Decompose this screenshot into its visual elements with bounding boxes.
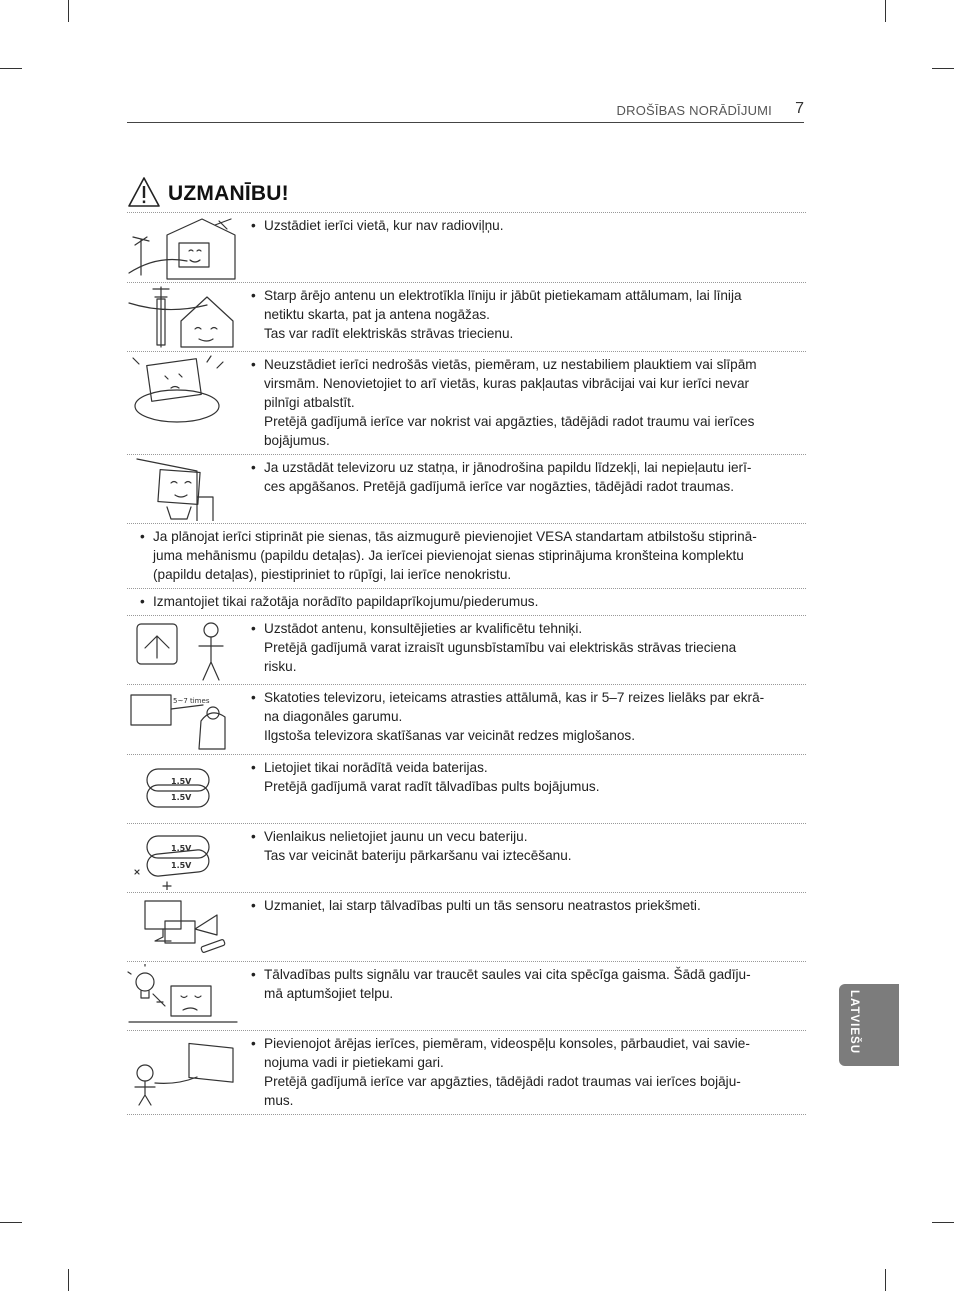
svg-text:5~7 times: 5~7 times: [173, 697, 210, 705]
caution-line: netiktu skarta, pat ja antena nogāžas.: [264, 307, 490, 322]
caution-text: [251, 455, 806, 500]
warning-triangle-icon: [127, 176, 161, 208]
caution-line: Vienlaikus nelietojiet jaunu un vecu bateriju.: [264, 829, 528, 844]
caution-item: [127, 352, 806, 455]
bullet: [251, 896, 256, 915]
bullet: [251, 965, 256, 984]
bullet: [251, 688, 256, 707]
tv-stand-wall-icon: [127, 457, 245, 526]
caution-text: [251, 1031, 806, 1114]
caution-text: [251, 283, 806, 347]
caution-line: bojājumus.: [264, 433, 330, 448]
crop-mark: [0, 1222, 22, 1223]
section-title: DROŠĪBAS NORĀDĪJUMI: [616, 103, 772, 118]
caution-line: Tas var veicināt bateriju pārkaršanu vai iztecēšanu.: [264, 848, 572, 863]
bullet: [251, 758, 256, 777]
caution-line: Skatoties televizoru, ieteicams atrasties attālumā, kas ir 5–7 reizes lielāks par ekrā-: [264, 690, 765, 705]
caution-item: [127, 283, 806, 352]
caution-item: [127, 589, 806, 616]
caution-item: [127, 455, 806, 524]
caution-list: [127, 212, 806, 1115]
bullet: [251, 827, 256, 846]
crop-mark: [885, 1269, 886, 1291]
bullet: [251, 216, 256, 235]
caution-text: [251, 352, 806, 454]
caution-heading: [127, 176, 806, 212]
caution-line: pilnīgi atbalstīt.: [264, 395, 355, 410]
bullet: [251, 458, 256, 477]
caution-line: ces apgāšanos. Pretējā gadījumā ierīce var nogāzties, tādējādi radot traumas.: [264, 479, 735, 494]
svg-text:1.5V: 1.5V: [171, 861, 192, 870]
old-new-batteries-icon: [127, 826, 245, 895]
page-title: UZMANĪBU!: [168, 182, 289, 205]
caution-line: mā aptumšojiet telpu.: [264, 986, 394, 1001]
light-interference-icon: [127, 964, 245, 1033]
caution-text: [251, 962, 806, 1007]
caution-line: Uzstādiet ierīci vietā, kur nav radioviļņu.: [264, 218, 504, 233]
caution-line: Ja plānojat ierīci stiprināt pie sienas, tās aizmugurē pievienojiet VESA standartam atbilstošu stiprinā-: [153, 529, 757, 544]
svg-text:1.5V: 1.5V: [171, 844, 192, 853]
caution-line: Pretējā gadījumā varat izraisīt ugunsbīstamību vai elektriskās strāvas trieciena: [264, 640, 737, 655]
caution-text: [140, 589, 806, 615]
antenna-powerline-icon: [127, 285, 245, 354]
crop-mark: [68, 1269, 69, 1291]
caution-line: Pretējā gadījumā varat radīt tālvadības pults bojājumus.: [264, 779, 600, 794]
svg-text:1.5V: 1.5V: [171, 793, 192, 802]
caution-line: Starp ārējo antenu un elektrotīkla līniju ir jābūt pietiekamam attālumam, lai līnija: [264, 288, 742, 303]
svg-text:1.5V: 1.5V: [171, 777, 192, 786]
caution-item: [127, 824, 806, 893]
page-header: [127, 100, 804, 123]
bullet: [251, 286, 256, 305]
caution-line: Ilgstoša televizora skatīšanas var veicināt redzes miglošanos.: [264, 728, 635, 743]
caution-line: Ja uzstādāt televizoru uz statņa, ir jānodrošina papildu līdzekļi, lai nepieļautu ierī-: [264, 460, 752, 475]
caution-text: [251, 685, 806, 749]
batteries-icon: [127, 757, 245, 826]
viewing-distance-icon: [127, 687, 245, 757]
crop-mark: [885, 0, 886, 22]
antenna-technician-icon: [127, 618, 245, 687]
caution-text: [140, 524, 806, 588]
language-label: LATVIEŠU: [848, 990, 860, 1055]
caution-item: [127, 524, 806, 589]
bullet: [140, 527, 145, 546]
caution-item: [127, 962, 806, 1031]
caution-line: Neuzstādiet ierīci nedrošās vietās, piemēram, uz nestabiliem plauktiem vai slīpām: [264, 357, 757, 372]
cable-length-icon: [127, 1033, 245, 1112]
radio-antenna-house-icon: [127, 215, 245, 285]
bullet: [251, 1034, 256, 1053]
caution-line: Uzstādot antenu, konsultējieties ar kvalificētu tehniķi.: [264, 621, 583, 636]
caution-line: juma mehānismu (papildu detaļas). Ja ierīcei pievienojat sienas stiprinājuma kronšteina komplektu: [153, 548, 744, 563]
remote-obstacle-icon: [127, 895, 245, 964]
language-tab: [839, 984, 899, 1066]
caution-text: [251, 616, 806, 680]
caution-line: na diagonāles garumu.: [264, 709, 403, 724]
crop-mark: [68, 0, 69, 22]
caution-item: [127, 685, 806, 755]
caution-line: Pievienojot ārējas ierīces, piemēram, videospēļu konsoles, pārbaudiet, vai savie-: [264, 1036, 750, 1051]
caution-line: Izmantojiet tikai ražotāja norādīto papildaprīkojumu/piederumus.: [153, 594, 539, 609]
caution-line: mus.: [264, 1093, 294, 1108]
caution-line: Uzmaniet, lai starp tālvadības pulti un tās sensoru neatrastos priekšmeti.: [264, 898, 701, 913]
page-number: 7: [795, 100, 804, 117]
caution-item: [127, 893, 806, 962]
crop-mark: [932, 68, 954, 69]
caution-line: Tālvadības pults signālu var traucēt saules vai cita spēcīga gaisma. Šādā gadīju-: [264, 967, 751, 982]
crop-mark: [932, 1222, 954, 1223]
caution-text: [251, 893, 806, 919]
caution-text: [251, 213, 806, 239]
caution-text: [251, 824, 806, 869]
caution-item: [127, 616, 806, 685]
unstable-tv-icon: [127, 354, 245, 452]
caution-line: Pretējā gadījumā ierīce var nokrist vai apgāzties, tādējādi radot traumu vai ierīces: [264, 414, 755, 429]
caution-line: Lietojiet tikai norādītā veida baterijas.: [264, 760, 488, 775]
bullet: [140, 592, 145, 611]
caution-line: nojuma vadi ir pietiekami gari.: [264, 1055, 444, 1070]
crop-mark: [0, 68, 22, 69]
caution-line: virsmām. Nenovietojiet to arī vietās, kuras pakļautas vibrācijai vai kur ierīci nevar: [264, 376, 750, 391]
caution-item: [127, 213, 806, 283]
caution-item: [127, 755, 806, 824]
caution-item: [127, 1031, 806, 1115]
caution-line: Pretējā gadījumā ierīce var apgāzties, tādējādi radot traumas vai ierīces bojāju-: [264, 1074, 741, 1089]
caution-line: Tas var radīt elektriskās strāvas triecienu.: [264, 326, 514, 341]
caution-line: (papildu detaļas), piestipriniet to rūpīgi, lai ierīce nenokristu.: [153, 567, 512, 582]
bullet: [251, 355, 256, 374]
caution-text: [251, 755, 806, 800]
bullet: [251, 619, 256, 638]
caution-line: risku.: [264, 659, 297, 674]
